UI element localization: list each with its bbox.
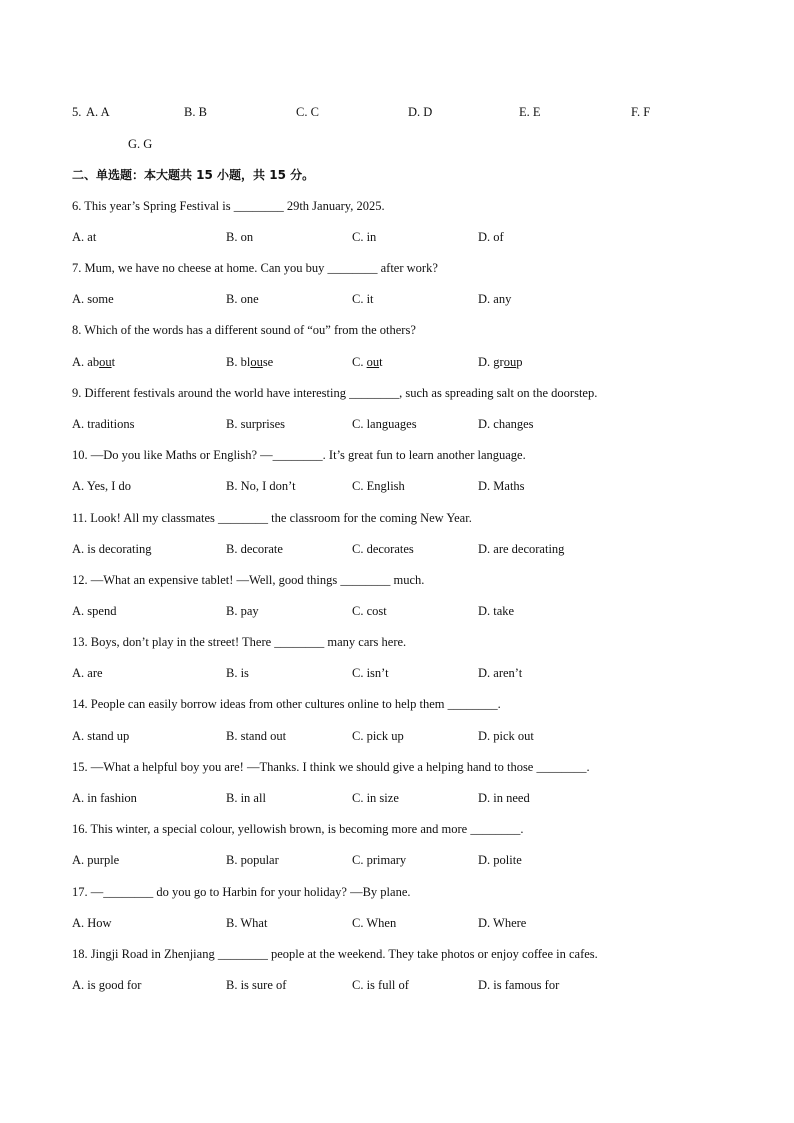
question-16-option-d: D. polite [478,853,522,867]
q5-option-d: D. D [408,105,433,119]
q5-label: 5. [72,105,82,119]
question-8-option-a [72,354,115,370]
question-6-option-d: D. of [478,230,504,244]
question-15-option-c: C. in size [352,791,399,805]
q5-option-c: C. C [296,105,319,119]
question-6-option-c: C. in [352,230,377,244]
question-16-option-c: C. primary [352,853,407,867]
question-12-option-d: D. take [478,604,515,618]
question-13-option-d: D. aren’t [478,666,523,680]
q5-option-a: A. A [86,105,110,119]
question-13-option-b: B. is [226,666,249,680]
question-8-option-b [226,354,273,370]
question-9-option-c: C. languages [352,417,417,431]
q5-option-f: F. F [631,105,651,119]
question-8-stem: 8. Which of the words has a different sound of “ou” from the others? [72,323,416,337]
underlined-letters: ou [503,355,517,369]
question-12-stem: 12. —What an expensive tablet! —Well, good things ________ much. [72,573,425,587]
question-18-option-b: B. is sure of [226,978,287,992]
question-14-option-c: C. pick up [352,729,404,743]
question-11-option-a: A. is decorating [72,542,152,556]
question-15-option-d: D. in need [478,791,530,805]
question-13-stem: 13. Boys, don’t play in the street! There ________ many cars here. [72,635,407,649]
question-13-option-c: C. isn’t [352,666,389,680]
underlined-letters: ou [99,355,112,369]
question-10-stem: 10. —Do you like Maths or English? —________. It’s great fun to learn another language. [72,448,526,462]
question-9-stem: 9. Different festivals around the world have interesting ________, such as spreading salt on the doorstep. [72,386,598,400]
question-17-option-c: C. When [352,916,397,930]
question-16-option-a: A. purple [72,853,120,867]
question-17-option-a: A. How [72,916,112,930]
question-11-option-d: D. are decorating [478,542,565,556]
question-11-option-c: C. decorates [352,542,414,556]
question-16-stem: 16. This winter, a special colour, yellowish brown, is becoming more and more ________. [72,822,524,836]
question-18-stem: 18. Jingji Road in Zhenjiang ________ people at the weekend. They take photos or enjoy coffee in cafes. [72,947,598,961]
question-17-option-b: B. What [226,916,268,930]
option-prefix: A. ab [72,355,100,369]
question-14-option-d: D. pick out [478,729,534,743]
question-9-option-d: D. changes [478,417,534,431]
question-7-option-d: D. any [478,292,512,306]
question-11-stem: 11. Look! All my classmates ________ the classroom for the coming New Year. [72,511,472,525]
question-14-option-a: A. stand up [72,729,130,743]
underlined-letters: ou [250,355,263,369]
q5-option-b: B. B [184,105,207,119]
question-10-option-c: C. English [352,479,405,493]
question-10-option-d: D. Maths [478,479,525,493]
option-prefix: C. [352,355,367,369]
question-7-stem: 7. Mum, we have no cheese at home. Can you buy ________ after work? [72,261,438,275]
question-11-option-b: B. decorate [226,542,283,556]
question-7-option-b: B. one [226,292,259,306]
option-prefix: B. bl [226,355,251,369]
question-13-option-a: A. are [72,666,103,680]
question-15-stem: 15. —What a helpful boy you are! —Thanks. I think we should give a helping hand to those ________. [72,760,590,774]
question-7-option-c: C. it [352,292,374,306]
question-18-option-d: D. is famous for [478,978,560,992]
option-suffix: se [262,355,274,369]
q5-option-e: E. E [519,105,541,119]
question-17-stem: 17. —________ do you go to Harbin for your holiday? —By plane. [72,885,411,899]
underlined-letters: ou [366,355,380,369]
question-8-option-c [352,354,383,370]
question-9-option-b: B. surprises [226,417,286,431]
question-12-option-c: C. cost [352,604,387,618]
option-suffix: t [111,355,116,369]
question-14-option-b: B. stand out [226,729,287,743]
section-title: 二、单选题：本大题共 15 小题，共 15 分。 [72,168,315,182]
option-suffix: t [379,355,383,369]
question-12-option-b: B. pay [226,604,259,618]
question-15-option-a: A. in fashion [72,791,137,805]
question-7-option-a: A. some [72,292,114,306]
question-12-option-a: A. spend [72,604,117,618]
question-9-option-a: A. traditions [72,417,135,431]
question-18-option-c: C. is full of [352,978,409,992]
question-10-option-b: B. No, I don’t [226,479,296,493]
question-6-option-a: A. at [72,230,97,244]
q5-option-g: G. G [128,137,153,151]
question-14-stem: 14. People can easily borrow ideas from other cultures online to help them ________. [72,697,501,711]
question-6-stem: 6. This year’s Spring Festival is ________ 29th January, 2025. [72,199,385,213]
question-6-option-b: B. on [226,230,254,244]
question-16-option-b: B. popular [226,853,279,867]
question-15-option-b: B. in all [226,791,266,805]
option-suffix: p [516,355,523,369]
question-10-option-a: A. Yes, I do [72,479,132,493]
question-18-option-a: A. is good for [72,978,142,992]
question-8-option-d [478,354,522,370]
option-prefix: D. gr [478,355,504,369]
question-17-option-d: D. Where [478,916,527,930]
